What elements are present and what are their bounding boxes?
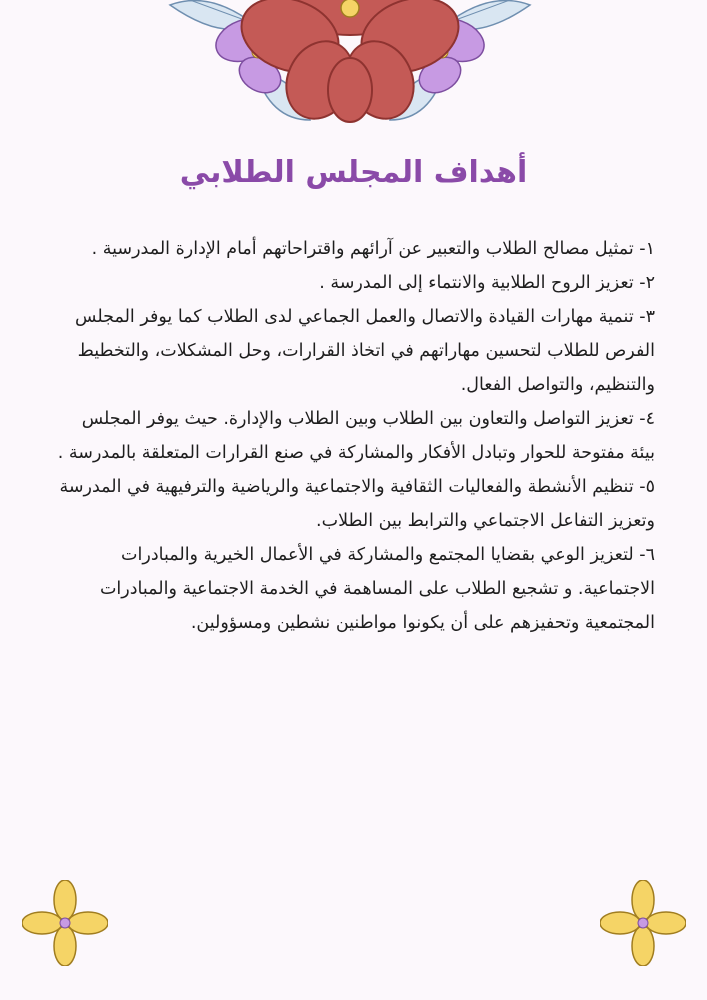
goals-list: [55, 232, 655, 640]
goal-item: ٢- تعزيز الروح الطلابية والانتماء إلى المدرسة .: [319, 273, 655, 293]
top-flower-decoration-icon: [160, 0, 540, 125]
page-title: أهداف المجلس الطلابي: [179, 155, 528, 190]
goal-item: ٣- تنمية مهارات القيادة والاتصال والعمل الجماعي لدى الطلاب كما يوفر المجلس الفرص للطلاب لتحسين مهاراتهم في اتخاذ القرارات، وحل المشكلات، والتخطيط والتنظيم، والتواصل الفعال.: [75, 307, 655, 395]
goal-item: ٤- تعزيز التواصل والتعاون بين الطلاب وبين الطلاب والإدارة. حيث يوفر المجلس بيئة مفتوحة للحوار وتبادل الأفكار والمشاركة في صنع القرارات المتعلقة بالمدرسة .: [57, 409, 655, 463]
goal-item: ٥- تنظيم الأنشطة والفعاليات الثقافية والاجتماعية والرياضية والترفيهية في المدرسة وتعزيز التفاعل الاجتماعي والترابط بين الطلاب.: [59, 477, 655, 531]
yellow-flower-icon: [22, 880, 108, 966]
goal-item: ١- تمثيل مصالح الطلاب والتعبير عن آرائهم واقتراحاتهم أمام الإدارة المدرسية .: [91, 239, 655, 259]
yellow-flower-icon: [600, 880, 686, 966]
goal-item: ٦- لتعزيز الوعي بقضايا المجتمع والمشاركة في الأعمال الخيرية والمبادرات الاجتماعية. و تشجيع الطلاب على المساهمة في الخدمة الاجتماعية والمبادرات المجتمعية وتحفيزهم على أن يكونوا مواطنين نشطين ومسؤولين.: [99, 545, 655, 633]
